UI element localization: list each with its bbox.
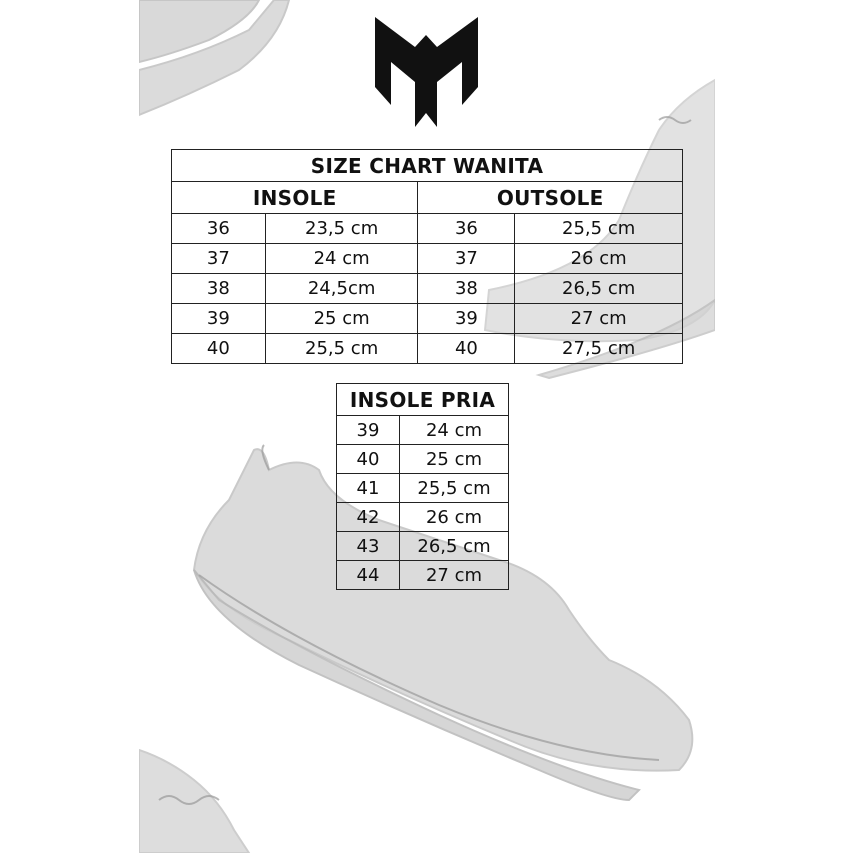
- insole-length: 23,5 cm: [265, 214, 418, 244]
- insole-pria-table: [336, 383, 509, 590]
- pria-length: 25,5 cm: [400, 474, 509, 503]
- table-row: [337, 474, 509, 503]
- pria-size: 42: [337, 503, 400, 532]
- outsole-size: 36: [418, 214, 515, 244]
- pria-length: 25 cm: [400, 445, 509, 474]
- insole-length: 24 cm: [265, 244, 418, 274]
- table-row: [172, 274, 683, 304]
- pria-size: 39: [337, 416, 400, 445]
- insole-size: 38: [172, 274, 266, 304]
- outsole-size: 38: [418, 274, 515, 304]
- insole-size: 36: [172, 214, 266, 244]
- outsole-size: 40: [418, 334, 515, 364]
- pria-title: INSOLE PRIA: [337, 384, 509, 416]
- outsole-header: OUTSOLE: [418, 182, 683, 214]
- insole-length: 24,5cm: [265, 274, 418, 304]
- outsole-length: 27,5 cm: [515, 334, 683, 364]
- insole-size: 37: [172, 244, 266, 274]
- outsole-length: 27 cm: [515, 304, 683, 334]
- pria-length: 26 cm: [400, 503, 509, 532]
- table-row: [172, 214, 683, 244]
- outsole-size: 39: [418, 304, 515, 334]
- table-row: [337, 532, 509, 561]
- table-row: [337, 503, 509, 532]
- insole-size: 40: [172, 334, 266, 364]
- table-row: [337, 416, 509, 445]
- pria-size: 43: [337, 532, 400, 561]
- size-chart-poster: [139, 0, 715, 853]
- brand-logo-icon: [375, 17, 478, 127]
- outsole-length: 26 cm: [515, 244, 683, 274]
- pria-size: 41: [337, 474, 400, 503]
- insole-header: INSOLE: [172, 182, 418, 214]
- outsole-length: 25,5 cm: [515, 214, 683, 244]
- pria-length: 26,5 cm: [400, 532, 509, 561]
- pria-length: 27 cm: [400, 561, 509, 590]
- table-row: [172, 334, 683, 364]
- size-chart-wanita-table: [171, 149, 683, 364]
- outsole-size: 37: [418, 244, 515, 274]
- pria-size: 44: [337, 561, 400, 590]
- insole-size: 39: [172, 304, 266, 334]
- pria-length: 24 cm: [400, 416, 509, 445]
- wanita-title: SIZE CHART WANITA: [172, 150, 683, 182]
- insole-length: 25,5 cm: [265, 334, 418, 364]
- table-row: [172, 244, 683, 274]
- table-row: [337, 445, 509, 474]
- outsole-length: 26,5 cm: [515, 274, 683, 304]
- table-row: [337, 561, 509, 590]
- insole-length: 25 cm: [265, 304, 418, 334]
- pria-size: 40: [337, 445, 400, 474]
- table-row: [172, 304, 683, 334]
